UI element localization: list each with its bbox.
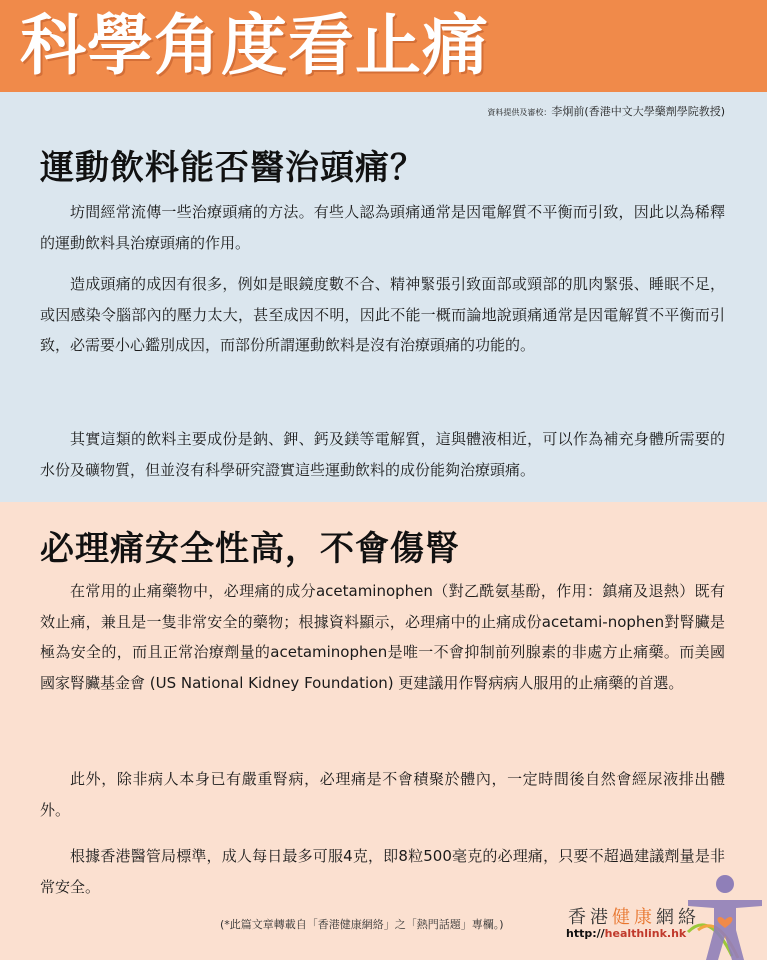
logo-wordmark [568, 903, 700, 929]
logo-url-domain: healthlink.hk [604, 927, 687, 940]
section1-paragraph: 其實這類的飲料主要成份是鈉、鉀、鈣及鎂等電解質，這與體液相近，可以作為補充身體所需要的水份及礦物質，但並沒有科學研究證實這些運動飲料的成份能夠治療頭痛。 [40, 430, 725, 479]
header-banner [0, 0, 767, 92]
section1-paragraph: 坊間經常流傳一些治療頭痛的方法。有些人認為頭痛通常是因電解質不平衡而引致，因此以為稀釋的運動飲料具治療頭痛的作用。 [40, 203, 725, 252]
page-title: 科學角度看止痛 [20, 7, 489, 84]
credit-label: 資料提供及審校： [487, 108, 552, 117]
credit-name: 李炯前(香港中文大學藥劑學院教授) [551, 105, 725, 118]
section2-paragraph: 在常用的止痛藥物中，必理痛的成分acetaminophen（對乙酰氨基酚，作用：鎮痛及退熱）既有效止痛，兼且是一隻非常安全的藥物；根據資料顯示，必理痛中的止痛成份acetami-nophen對腎臟是極為安全的，而且正常治療劑量的acetaminophen是唯一不會抑制前列腺素的非處方止痛藥。而美國國家腎臟基金會 (US National Kidney Foundation) 更建議用作腎病病人服用的止痛藥的首選。 [40, 582, 725, 692]
logo-text-b: 健康 [612, 907, 656, 928]
section1-paragraph: 造成頭痛的成因有很多，例如是眼鏡度數不合、精神緊張引致面部或頸部的肌肉緊張、睡眠不足，或因感染令腦部內的壓力太大，甚至成因不明，因此不能一概而論地說頭痛通常是因電解質不平衡而引致，必需要小心鑑別成因，而部份所謂運動飲料是沒有治療頭痛的功能的。 [40, 275, 725, 354]
logo-url-prefix: http:// [566, 927, 605, 940]
source-footnote: (*此篇文章轉載自「香港健康網絡」之「熱門話題」專欄。) [220, 918, 504, 931]
section2-heading: 必理痛安全性高，不會傷腎 [40, 529, 460, 569]
logo-text-a: 香港 [568, 907, 612, 928]
section1-heading: 運動飲料能否醫治頭痛？ [40, 148, 425, 188]
section2-paragraph: 根據香港醫管局標準，成人每日最多可服4克，即8粒500毫克的必理痛，只要不超過建議劑量是非常安全。 [40, 847, 725, 896]
section2-paragraph: 此外，除非病人本身已有嚴重腎病，必理痛是不會積聚於體內，一定時間後自然會經尿液排出體外。 [40, 770, 725, 819]
source-credit [487, 103, 725, 119]
logo-text-c: 網絡 [656, 907, 700, 928]
healthlink-logo [560, 870, 767, 960]
logo-url[interactable] [566, 927, 686, 940]
